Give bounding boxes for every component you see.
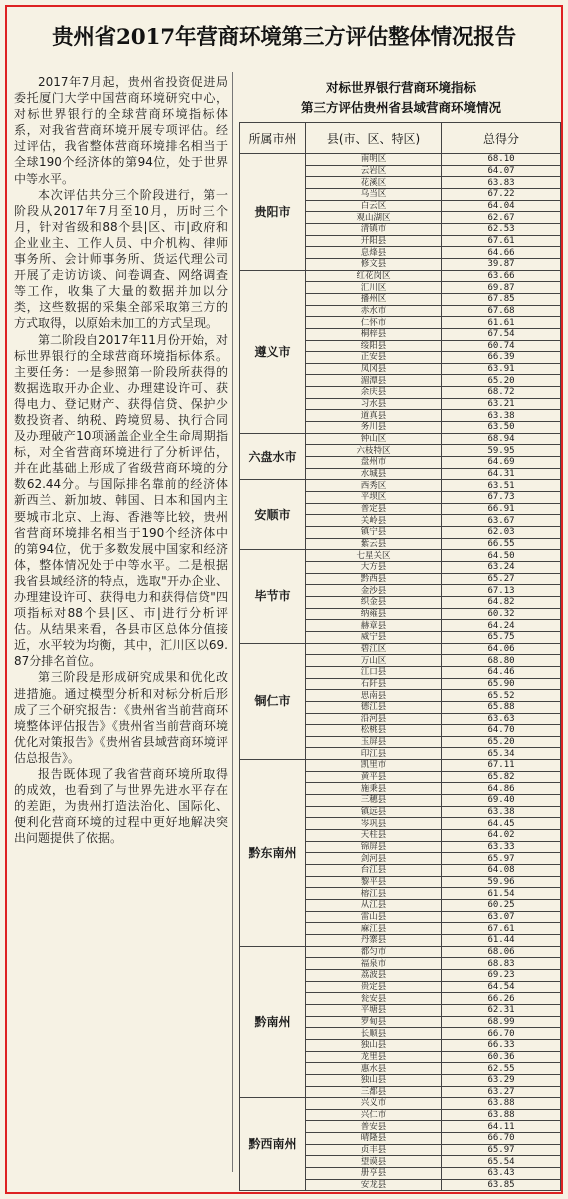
score-cell: 67.73: [442, 492, 561, 504]
score-cell: 61.44: [442, 934, 561, 946]
county-cell: 独山县: [306, 1074, 442, 1086]
county-cell: 西秀区: [306, 480, 442, 492]
table-row: [240, 480, 561, 492]
county-cell: 余庆县: [306, 387, 442, 399]
table-row: [240, 550, 561, 562]
score-cell: 65.97: [442, 1144, 561, 1156]
county-cell: 金沙县: [306, 585, 442, 597]
county-cell: 普定县: [306, 503, 442, 515]
score-cell: 65.20: [442, 736, 561, 748]
county-cell: 印江县: [306, 748, 442, 760]
city-cell: 遵义市: [240, 270, 306, 433]
county-cell: 大方县: [306, 561, 442, 573]
county-cell: 务川县: [306, 422, 442, 434]
county-cell: 凯里市: [306, 760, 442, 772]
county-cell: 镇宁县: [306, 527, 442, 539]
score-cell: 63.66: [442, 270, 561, 282]
county-cell: 丹寨县: [306, 934, 442, 946]
score-cell: 63.33: [442, 841, 561, 853]
article-paragraph: 第二阶段自2017年11月份开始，对标世界银行的全球营商环境指标体系。主要任务：一是参照第一阶段所获得的数据选取开办企业、办理建设许可、获得电力、登记财产、获得信贷、保护少数投资者、纳税、跨境贸易、执行合同及办理破产10项涵盖企业全生命周期指标，对全省营商环境进行了分析评估，并在此基础上形成了省级营商环境的分数62.44分。与国际排名靠前的经济体新西兰、新加坡、韩国、日本和国内主要城市北京、上海、香港等比较，贵州省营商环境排名相当于190个经济体中的第94位，优于多数发展中国家和经济体，整体情况处于中等水平。二是根据我省县域经济的特点，选取"开办企业、办理建设许可、获得电力和获得信贷"四项指标对88个县|区、市|进行分析评估。从结果来看，各县市区总体分值接近，水平较为均衡，其中，汇川区以69.87分排名首位。: [14, 332, 228, 669]
table-row: [240, 270, 561, 282]
score-cell: 64.54: [442, 981, 561, 993]
county-cell: 花溪区: [306, 177, 442, 189]
score-cell: 64.11: [442, 1121, 561, 1133]
score-cell: 63.29: [442, 1074, 561, 1086]
table-row: [240, 946, 561, 958]
score-cell: 69.23: [442, 969, 561, 981]
score-cell: 64.50: [442, 550, 561, 562]
headline: 贵州省2017年营商环境第三方评估整体情况报告: [52, 25, 516, 50]
score-cell: 62.03: [442, 527, 561, 539]
score-cell: 66.33: [442, 1039, 561, 1051]
county-cell: 正安县: [306, 352, 442, 364]
score-cell: 60.25: [442, 900, 561, 912]
score-cell: 65.97: [442, 853, 561, 865]
score-cell: 64.24: [442, 620, 561, 632]
score-cell: 63.83: [442, 177, 561, 189]
county-cell: 普安县: [306, 1121, 442, 1133]
county-cell: 兴仁市: [306, 1109, 442, 1121]
city-cell: 六盘水市: [240, 433, 306, 480]
score-cell: 64.86: [442, 783, 561, 795]
score-cell: 68.94: [442, 433, 561, 445]
score-cell: 63.50: [442, 422, 561, 434]
score-cell: 68.80: [442, 655, 561, 667]
county-cell: 播州区: [306, 293, 442, 305]
county-cell: 黔西县: [306, 573, 442, 585]
city-cell: 黔西南州: [240, 1098, 306, 1191]
county-cell: 万山区: [306, 655, 442, 667]
county-cell: 晴隆县: [306, 1133, 442, 1145]
county-cell: 册亨县: [306, 1168, 442, 1180]
score-cell: 60.74: [442, 340, 561, 352]
county-cell: 白云区: [306, 200, 442, 212]
score-cell: 63.63: [442, 713, 561, 725]
county-cell: 黎平县: [306, 876, 442, 888]
county-cell: 碧江区: [306, 643, 442, 655]
score-cell: 69.40: [442, 795, 561, 807]
score-cell: 63.88: [442, 1098, 561, 1110]
article-body: [14, 74, 228, 847]
county-cell: 罗甸县: [306, 1016, 442, 1028]
county-cell: 施秉县: [306, 783, 442, 795]
county-cell: 修文县: [306, 258, 442, 270]
county-cell: 独山县: [306, 1039, 442, 1051]
city-cell: 铜仁市: [240, 643, 306, 760]
score-cell: 63.88: [442, 1109, 561, 1121]
score-cell: 64.08: [442, 865, 561, 877]
score-cell: 68.10: [442, 154, 561, 166]
header-city: 所属市州: [240, 123, 306, 154]
score-cell: 67.85: [442, 293, 561, 305]
score-cell: 62.53: [442, 223, 561, 235]
county-cell: 剑河县: [306, 853, 442, 865]
county-cell: 平坝区: [306, 492, 442, 504]
score-cell: 68.83: [442, 958, 561, 970]
county-cell: 龙里县: [306, 1051, 442, 1063]
county-cell: 黄平县: [306, 771, 442, 783]
county-cell: 贵定县: [306, 981, 442, 993]
county-cell: 盘州市: [306, 457, 442, 469]
header-score: 总得分: [442, 123, 561, 154]
score-cell: 66.91: [442, 503, 561, 515]
score-cell: 64.31: [442, 468, 561, 480]
article-paragraph: 2017年7月起，贵州省投资促进局委托厦门大学中国营商环境研究中心，对标世界银行的全球营商环境指标体系，对我省营商环境开展专项评估。经过评估，我省整体营商环境排名相当于全球190个经济体的第94位，处于世界中等水平。: [14, 75, 228, 186]
county-cell: 惠水县: [306, 1063, 442, 1075]
county-cell: 雷山县: [306, 911, 442, 923]
county-cell: 清镇市: [306, 223, 442, 235]
county-cell: 德江县: [306, 701, 442, 713]
score-cell: 65.75: [442, 631, 561, 643]
score-cell: 59.95: [442, 445, 561, 457]
county-cell: 荔波县: [306, 969, 442, 981]
county-cell: 安龙县: [306, 1179, 442, 1191]
county-cell: 云岩区: [306, 165, 442, 177]
score-cell: 39.87: [442, 258, 561, 270]
score-cell: 65.20: [442, 375, 561, 387]
county-cell: 南明区: [306, 154, 442, 166]
score-cell: 63.07: [442, 911, 561, 923]
score-cell: 65.27: [442, 573, 561, 585]
table-row: [240, 760, 561, 772]
score-cell: 63.51: [442, 480, 561, 492]
county-cell: 纳雍县: [306, 608, 442, 620]
county-cell: 从江县: [306, 900, 442, 912]
table-row: [240, 433, 561, 445]
county-cell: 福泉市: [306, 958, 442, 970]
county-cell: 麻江县: [306, 923, 442, 935]
county-cell: 六枝特区: [306, 445, 442, 457]
score-cell: 62.55: [442, 1063, 561, 1075]
score-table: [239, 122, 561, 1191]
county-cell: 望谟县: [306, 1156, 442, 1168]
score-cell: 63.67: [442, 515, 561, 527]
table-subtitle: 第三方评估贵州省县域营商环境情况: [300, 100, 501, 115]
county-cell: 道真县: [306, 410, 442, 422]
score-cell: 63.21: [442, 398, 561, 410]
city-cell: 毕节市: [240, 550, 306, 643]
score-cell: 63.38: [442, 410, 561, 422]
county-cell: 织金县: [306, 596, 442, 608]
county-cell: 汇川区: [306, 282, 442, 294]
score-cell: 63.91: [442, 363, 561, 375]
county-cell: 沿河县: [306, 713, 442, 725]
score-cell: 67.61: [442, 235, 561, 247]
score-cell: 67.68: [442, 305, 561, 317]
county-cell: 水城县: [306, 468, 442, 480]
score-cell: 67.61: [442, 923, 561, 935]
score-cell: 59.96: [442, 876, 561, 888]
score-cell: 63.24: [442, 561, 561, 573]
city-cell: 黔南州: [240, 946, 306, 1098]
county-cell: 桐梓县: [306, 328, 442, 340]
score-cell: 67.13: [442, 585, 561, 597]
score-cell: 66.55: [442, 538, 561, 550]
county-cell: 红花岗区: [306, 270, 442, 282]
score-cell: 68.06: [442, 946, 561, 958]
county-cell: 石阡县: [306, 678, 442, 690]
score-cell: 62.31: [442, 1004, 561, 1016]
score-cell: 67.11: [442, 760, 561, 772]
county-cell: 七星关区: [306, 550, 442, 562]
article-paragraph: 本次评估共分三个阶段进行，第一阶段从2017年7月至10月，历时三个月，针对省级和88个县|区、市|政府和企业业主、工作人员、中介机构、律师事务所、会计师事务所、货运代理公司开展了走访访谈、问卷调查、网络调查等工作，收集了大量的数据并加以分类，这些数据的采集全部采取第三方的方式取得，以原始未加工的方式呈现。: [14, 187, 228, 331]
score-cell: 69.87: [442, 282, 561, 294]
county-cell: 思南县: [306, 690, 442, 702]
score-cell: 64.70: [442, 725, 561, 737]
score-cell: 66.26: [442, 993, 561, 1005]
county-cell: 平塘县: [306, 1004, 442, 1016]
county-cell: 三都县: [306, 1086, 442, 1098]
score-cell: 64.45: [442, 818, 561, 830]
county-cell: 习水县: [306, 398, 442, 410]
score-cell: 65.82: [442, 771, 561, 783]
score-cell: 64.07: [442, 165, 561, 177]
score-cell: 60.36: [442, 1051, 561, 1063]
city-cell: 安顺市: [240, 480, 306, 550]
score-cell: 64.46: [442, 666, 561, 678]
article-paragraph: 第三阶段是形成研究成果和优化改进措施。通过模型分析和对标分析后形成了三个研究报告：《贵州省当前营商环境整体评估报告》《贵州省当前营商环境优化对策报告》《贵州省县域营商环境评估总报告》。: [14, 670, 228, 765]
score-cell: 68.72: [442, 387, 561, 399]
score-cell: 65.54: [442, 1156, 561, 1168]
county-cell: 三穗县: [306, 795, 442, 807]
county-cell: 镇远县: [306, 806, 442, 818]
county-cell: 贞丰县: [306, 1144, 442, 1156]
score-cell: 62.67: [442, 212, 561, 224]
score-cell: 61.54: [442, 888, 561, 900]
county-cell: 赤水市: [306, 305, 442, 317]
score-cell: 65.52: [442, 690, 561, 702]
score-cell: 67.22: [442, 188, 561, 200]
score-cell: 67.54: [442, 328, 561, 340]
score-cell: 64.06: [442, 643, 561, 655]
city-cell: 黔东南州: [240, 760, 306, 947]
county-cell: 关岭县: [306, 515, 442, 527]
table-title: 对标世界银行营商环境指标: [325, 80, 476, 95]
county-cell: 台江县: [306, 865, 442, 877]
score-cell: 66.70: [442, 1133, 561, 1145]
score-cell: 65.90: [442, 678, 561, 690]
county-cell: 仁怀市: [306, 317, 442, 329]
table-row: [240, 643, 561, 655]
county-cell: 紫云县: [306, 538, 442, 550]
score-cell: 61.61: [442, 317, 561, 329]
table-header-row: [240, 123, 561, 154]
city-cell: 贵阳市: [240, 154, 306, 271]
score-cell: 60.32: [442, 608, 561, 620]
county-cell: 岑巩县: [306, 818, 442, 830]
county-cell: 长顺县: [306, 1028, 442, 1040]
score-cell: 64.02: [442, 830, 561, 842]
county-cell: 锦屏县: [306, 841, 442, 853]
county-cell: 江口县: [306, 666, 442, 678]
county-cell: 松桃县: [306, 725, 442, 737]
score-cell: 63.85: [442, 1179, 561, 1191]
score-cell: 64.82: [442, 596, 561, 608]
county-cell: 开阳县: [306, 235, 442, 247]
score-cell: 63.27: [442, 1086, 561, 1098]
county-cell: 凤冈县: [306, 363, 442, 375]
county-cell: 榕江县: [306, 888, 442, 900]
county-cell: 天柱县: [306, 830, 442, 842]
article-paragraph: 报告既体现了我省营商环境所取得的成效，也看到了与世界先进水平存在的差距，为贵州打造法治化、国际化、便利化营商环境的过程中更好地解决突出问题提供了依据。: [14, 767, 228, 846]
county-cell: 玉屏县: [306, 736, 442, 748]
score-cell: 65.88: [442, 701, 561, 713]
county-cell: 观山湖区: [306, 212, 442, 224]
county-cell: 兴义市: [306, 1098, 442, 1110]
column-divider: [232, 72, 233, 1172]
score-cell: 66.70: [442, 1028, 561, 1040]
score-cell: 63.38: [442, 806, 561, 818]
table-row: [240, 1098, 561, 1110]
table-row: [240, 154, 561, 166]
county-cell: 赫章县: [306, 620, 442, 632]
score-cell: 68.99: [442, 1016, 561, 1028]
county-cell: 威宁县: [306, 631, 442, 643]
county-cell: 湄潭县: [306, 375, 442, 387]
score-cell: 64.66: [442, 247, 561, 259]
score-cell: 64.69: [442, 457, 561, 469]
table-body: [240, 154, 561, 1191]
score-cell: 63.43: [442, 1168, 561, 1180]
score-cell: 65.34: [442, 748, 561, 760]
score-cell: 64.04: [442, 200, 561, 212]
county-cell: 乌当区: [306, 188, 442, 200]
county-cell: 息烽县: [306, 247, 442, 259]
score-cell: 66.39: [442, 352, 561, 364]
county-cell: 瓮安县: [306, 993, 442, 1005]
county-cell: 绥阳县: [306, 340, 442, 352]
county-cell: 都匀市: [306, 946, 442, 958]
county-cell: 钟山区: [306, 433, 442, 445]
header-county: 县(市、区、特区): [306, 123, 442, 154]
